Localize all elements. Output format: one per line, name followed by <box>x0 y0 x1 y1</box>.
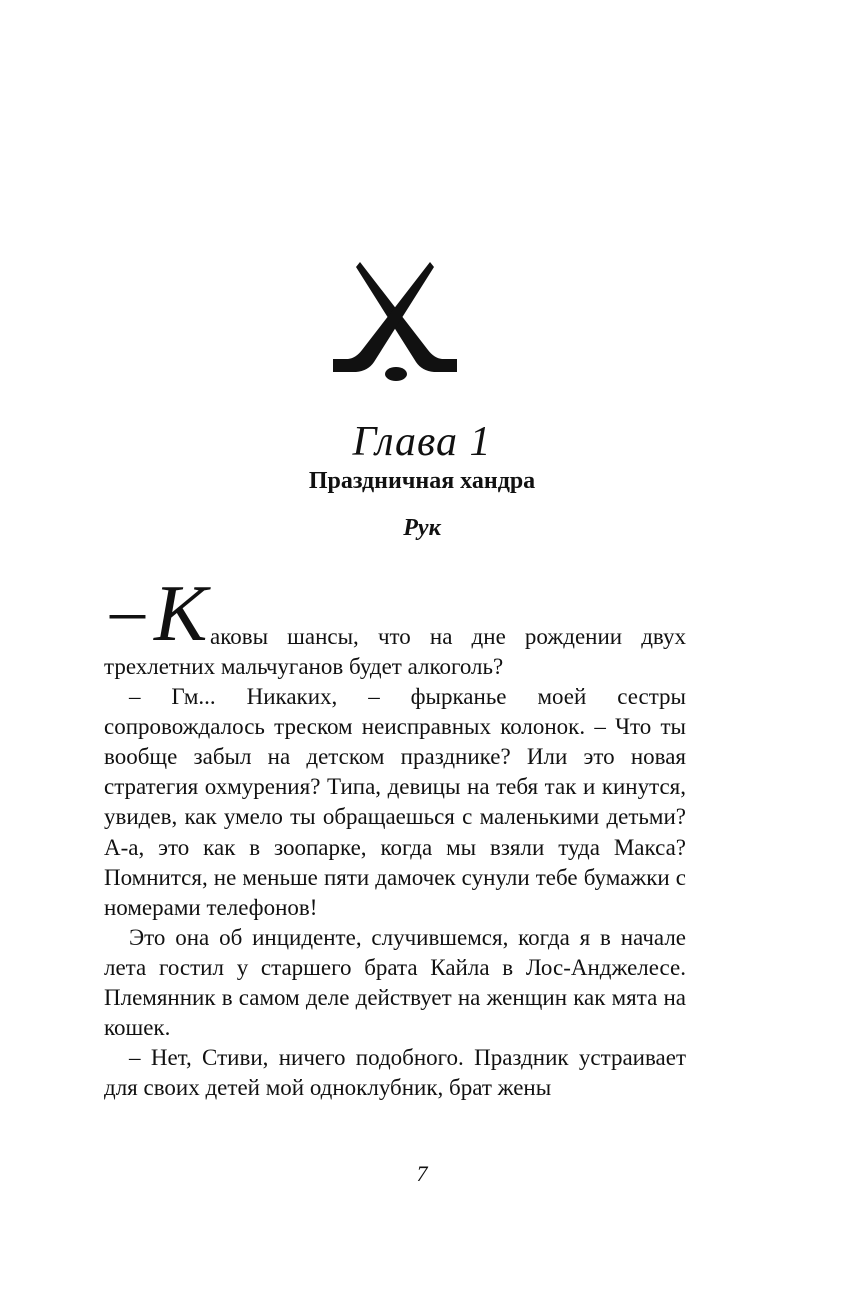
narrator-name: Рук <box>403 515 441 541</box>
drop-cap-dash: – <box>110 572 145 649</box>
drop-cap-letter: К <box>154 570 208 658</box>
chapter-title: Праздничная хандра <box>308 468 536 494</box>
paragraph: – Нет, Стиви, ничего подобного. Праздник устраивает для своих детей мой одноклубник, брат жены <box>104 1045 686 1101</box>
paragraph: Это она об инциденте, случившемся, когда я в начале лета гостил у старшего брата Кайла в Лос-Анджелесе. Племянник в самом деле действует на женщин как мята на кошек. <box>104 924 686 1041</box>
page-number: 7 <box>416 1161 428 1186</box>
paragraph: трехлетних мальчуганов будет алкоголь? <box>104 654 504 679</box>
chapter-heading: Глава 1 <box>352 419 492 465</box>
first-line: аковы шансы, что на дне рождении двух <box>210 624 686 649</box>
body-text <box>104 652 686 1103</box>
crossed-hockey-sticks-icon <box>330 258 460 384</box>
paragraph: – Гм... Никаких, – фырканье моей сестры сопровождалось треском неисправных колонок. – Что ты вообще забыл на детском празднике? Или это новая стратегия охмурения? Типа, девицы на тебя так и кинутся, увидев, как умело ты обращаешься с маленькими детьми? А-а, это как в зоопарке, когда мы взяли туда Макса? Помнится, не меньше пяти дамочек сунули тебе бумажки с номерами телефонов! <box>104 684 686 920</box>
